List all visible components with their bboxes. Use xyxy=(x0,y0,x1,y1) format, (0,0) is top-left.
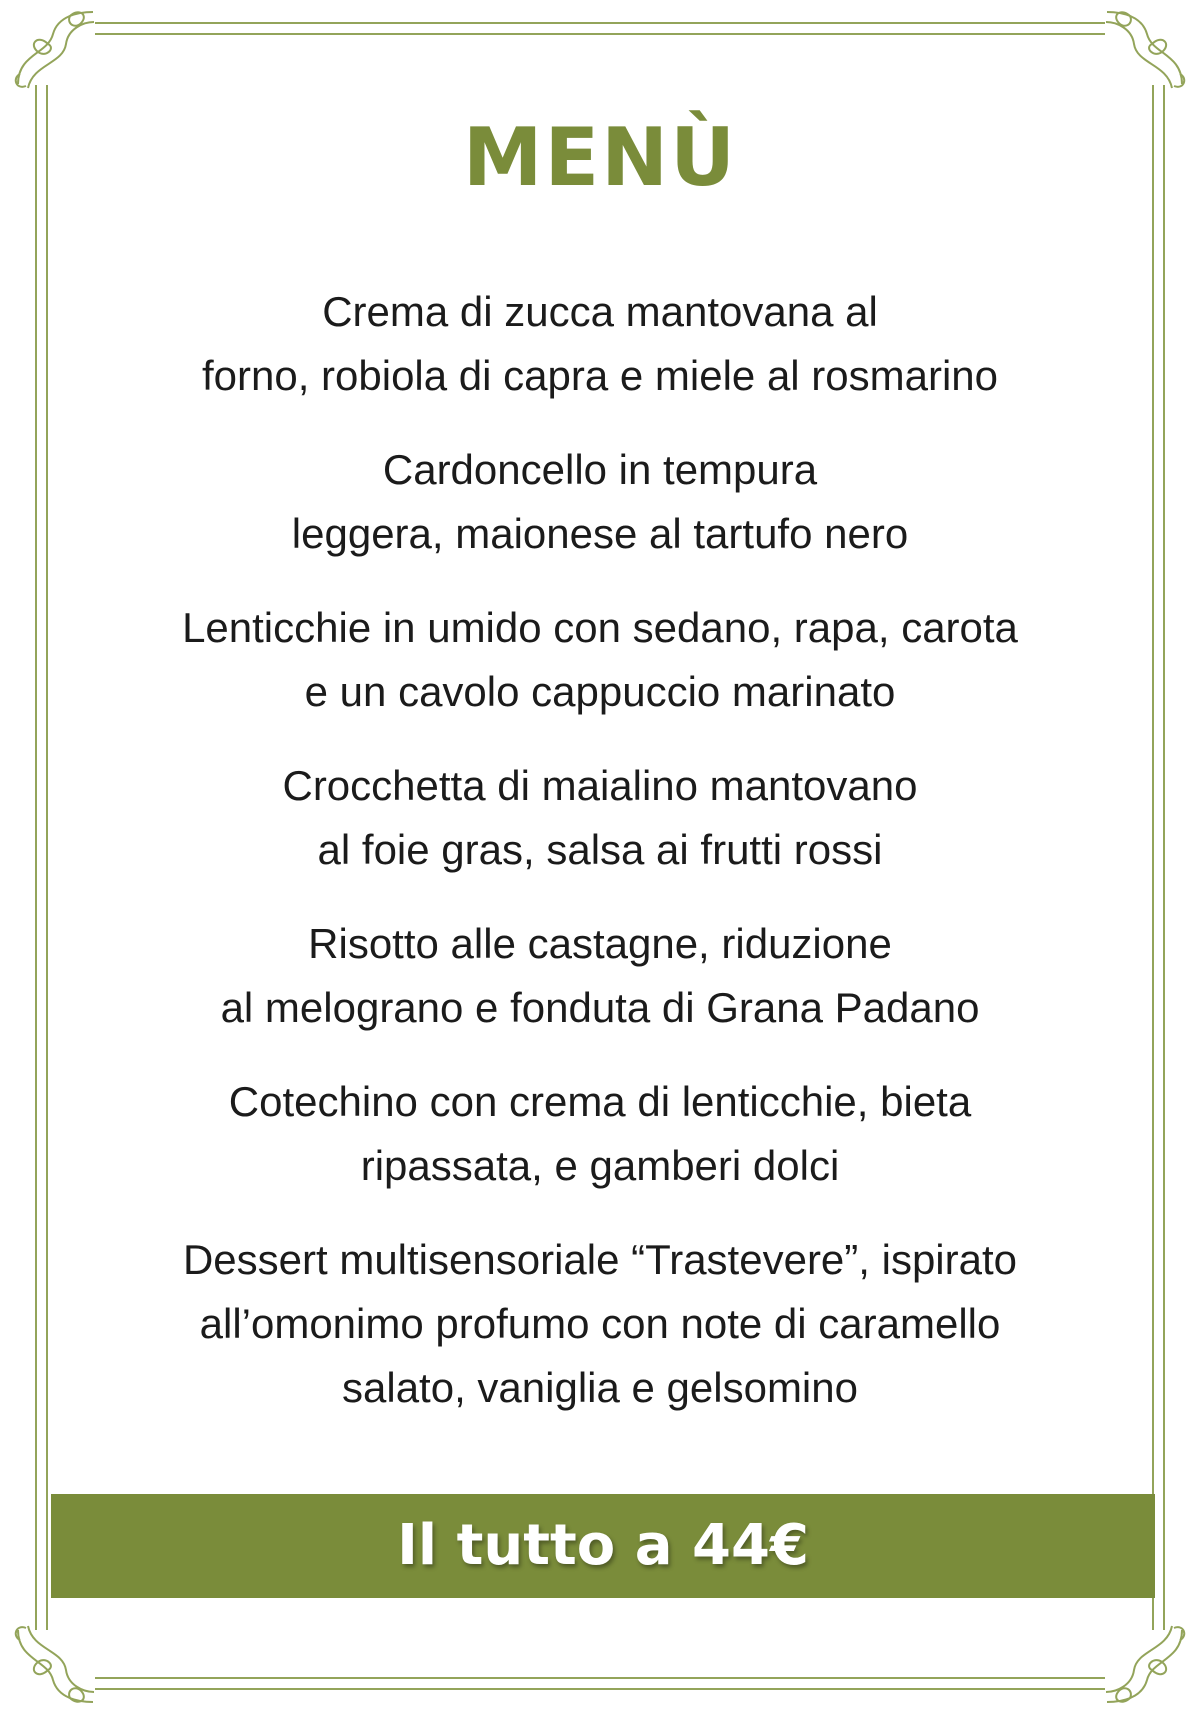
menu-item-line: ripassata, e gamberi dolci xyxy=(360,1142,840,1189)
frame-top-outer xyxy=(95,22,1105,24)
menu-item xyxy=(60,438,1140,566)
menu-item-line: Crocchetta di maialino mantovano xyxy=(282,762,918,809)
menu-item xyxy=(60,912,1140,1040)
ornament-flourish-icon xyxy=(8,4,98,94)
menu-item-line: all’omonimo profumo con note di caramello xyxy=(199,1300,1001,1347)
menu-item-line: leggera, maionese al tartufo nero xyxy=(291,510,909,557)
menu-item xyxy=(60,1228,1140,1420)
menu-item-line: forno, robiola di capra e miele al rosmarino xyxy=(201,352,999,399)
frame-bottom-inner xyxy=(95,1677,1105,1679)
menu-item-line: al melograno e fonduta di Grana Padano xyxy=(220,984,980,1031)
menu-item-line: Risotto alle castagne, riduzione xyxy=(308,920,892,967)
ornament-flourish-icon xyxy=(8,1620,98,1710)
menu-title: MENÙ xyxy=(462,111,738,204)
menu-item-line: Cardoncello in tempura xyxy=(382,446,818,493)
frame-left-inner xyxy=(46,85,48,1630)
menu-item-line: e un cavolo cappuccio marinato xyxy=(304,668,896,715)
menu-item-line: Dessert multisensoriale “Trastevere”, ispirato xyxy=(182,1236,1018,1283)
frame-right-outer xyxy=(1163,85,1165,1630)
frame-left-outer xyxy=(35,85,37,1630)
frame-top-inner xyxy=(95,33,1105,35)
menu-item-line: Lenticchie in umido con sedano, rapa, carota xyxy=(182,604,1018,651)
menu-item xyxy=(60,1070,1140,1198)
frame-right-inner xyxy=(1152,85,1154,1630)
menu-item xyxy=(60,754,1140,882)
ornament-flourish-icon xyxy=(1102,1620,1192,1710)
ornament-flourish-icon xyxy=(1102,4,1192,94)
menu-item-line: Crema di zucca mantovana al xyxy=(322,288,878,335)
menu-item xyxy=(60,596,1140,724)
menu-list xyxy=(60,280,1140,1450)
menu-item-line: Cotechino con crema di lenticchie, bieta xyxy=(228,1078,972,1125)
menu-item xyxy=(60,280,1140,408)
menu-item-line: salato, vaniglia e gelsomino xyxy=(342,1364,858,1411)
menu-item-line: al foie gras, salsa ai frutti rossi xyxy=(317,826,883,873)
price-banner xyxy=(51,1494,1155,1598)
frame-bottom-outer xyxy=(95,1688,1105,1690)
price-banner-text: Il tutto a 44€ xyxy=(397,1513,809,1578)
